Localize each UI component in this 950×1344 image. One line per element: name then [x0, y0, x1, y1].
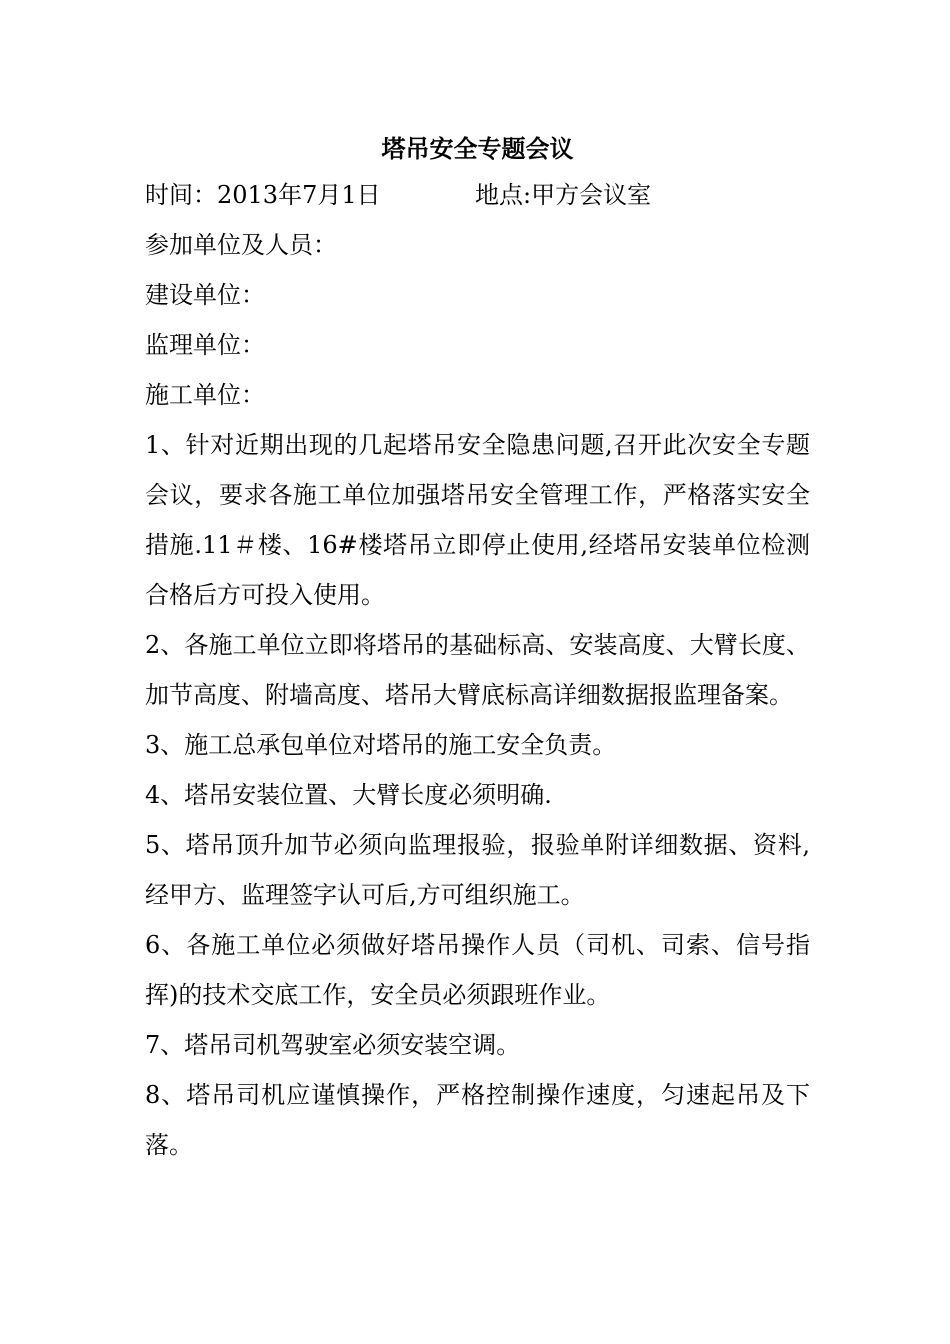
page-title: 塔吊安全专题会议: [381, 134, 574, 163]
unit-supervision: 监理单位：: [145, 331, 265, 359]
agenda-item-4: 4、塔吊安装位置、大臂长度必须明确.: [145, 781, 552, 809]
agenda-item-2: 2、各施工单位立即将塔吊的基础标高、安装高度、大臂长度、加节高度、附墙高度、塔吊大臂底标高详细数据报监理备案。: [145, 631, 810, 709]
meeting-place: 地点:甲方会议室: [475, 181, 652, 209]
participants-heading: 参加单位及人员：: [145, 231, 337, 259]
agenda-item-6: 6、各施工单位必须做好塔吊操作人员（司机、司索、信号指挥)的技术交底工作，安全员必须跟班作业。: [145, 931, 810, 1009]
agenda-item-3: 3、施工总承包单位对塔吊的施工安全负责。: [145, 731, 617, 759]
document-page: [145, 128, 810, 1170]
agenda-item-8: 8、塔吊司机应谨慎操作，严格控制操作速度，匀速起吊及下落。: [145, 1081, 810, 1159]
agenda-item-1: 1、针对近期出现的几起塔吊安全隐患问题,召开此次安全专题会议，要求各施工单位加强塔吊安全管理工作，严格落实安全措施.11＃楼、16#楼塔吊立即停止使用,经塔吊安装单位检测合格后方可投入使用。: [145, 431, 810, 609]
unit-contractor: 施工单位：: [145, 381, 265, 409]
unit-construction: 建设单位：: [145, 281, 265, 309]
agenda-item-7: 7、塔吊司机驾驶室必须安装空调。: [145, 1031, 521, 1059]
meeting-meta: [145, 170, 810, 220]
meeting-time: 时间：2013年7月1日: [145, 181, 381, 209]
agenda-item-5: 5、塔吊顶升加节必须向监理报验，报验单附详细数据、资料,经甲方、监理签字认可后,方可组织施工。: [145, 831, 810, 909]
